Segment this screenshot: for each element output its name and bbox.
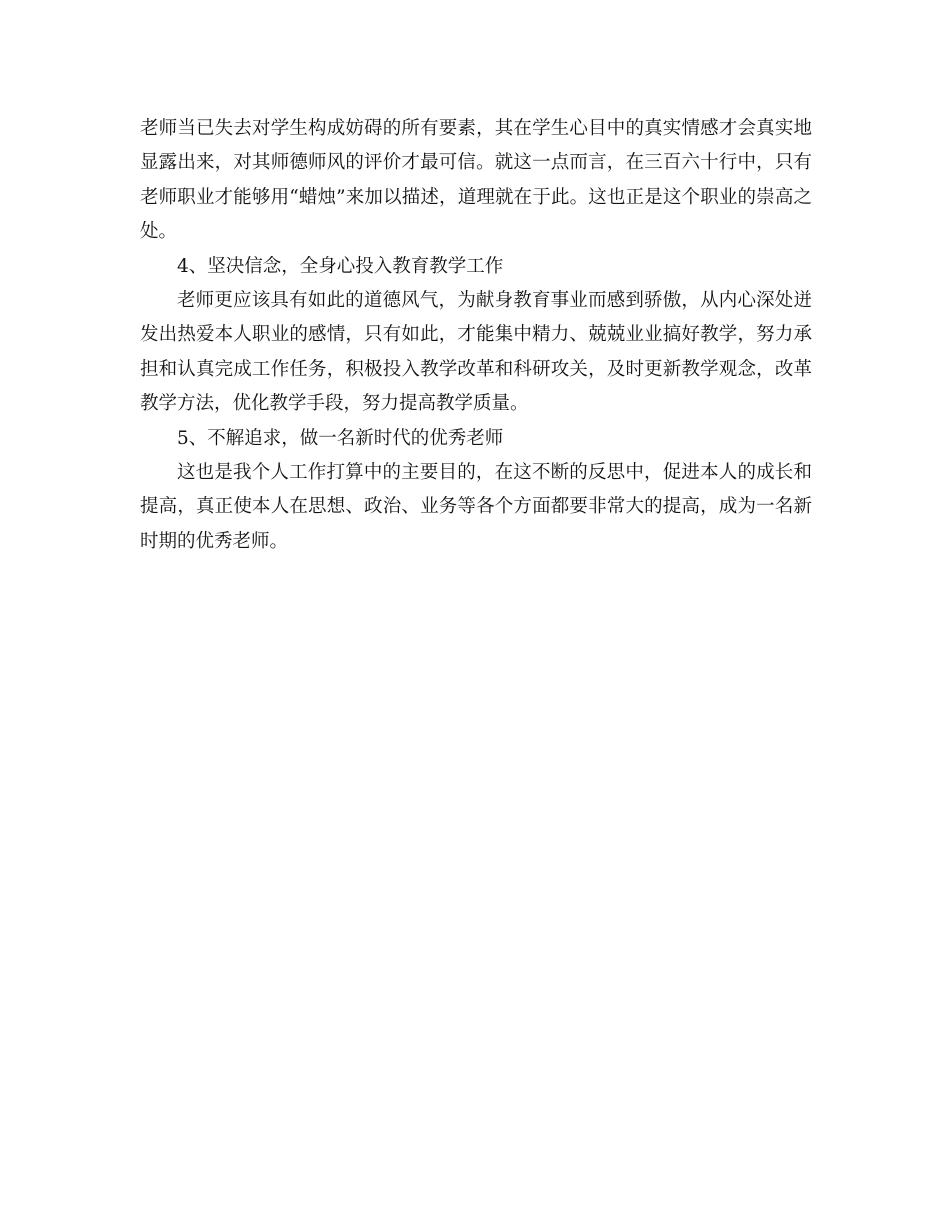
paragraph-section-4: 老师更应该具有如此的道德风气，为献身教育事业而感到骄傲，从内心深处迸发出热爱本人职业的感情，只有如此，才能集中精力、兢兢业业搞好教学，努力承担和认真完成工作任务，积极投入教学改革和科研攻关，及时更新教学观念，改革教学方法，优化教学手段，努力提高教学质量。 <box>140 290 812 415</box>
paragraph-continued: 老师当已失去对学生构成妨碍的所有要素，其在学生心目中的真实情感才会真实地显露出来，对其师德师风的评价才最可信。就这一点而言，在三百六十行中，只有老师职业才能够用“蜡烛”来加以描述，道理就在于此。这也正是这个职业的崇高之处。 <box>140 118 812 243</box>
section-heading-4: 4、坚决信念，全身心投入教育教学工作 <box>177 255 504 277</box>
section-heading-5: 5、不解追求，做一名新时代的优秀老师 <box>177 427 504 449</box>
paragraph-section-5: 这也是我个人工作打算中的主要目的，在这不断的反思中，促进本人的成长和提高，真正使本人在思想、政治、业务等各个方面都要非常大的提高，成为一名新时期的优秀老师。 <box>140 462 812 552</box>
document-body <box>140 112 812 559</box>
